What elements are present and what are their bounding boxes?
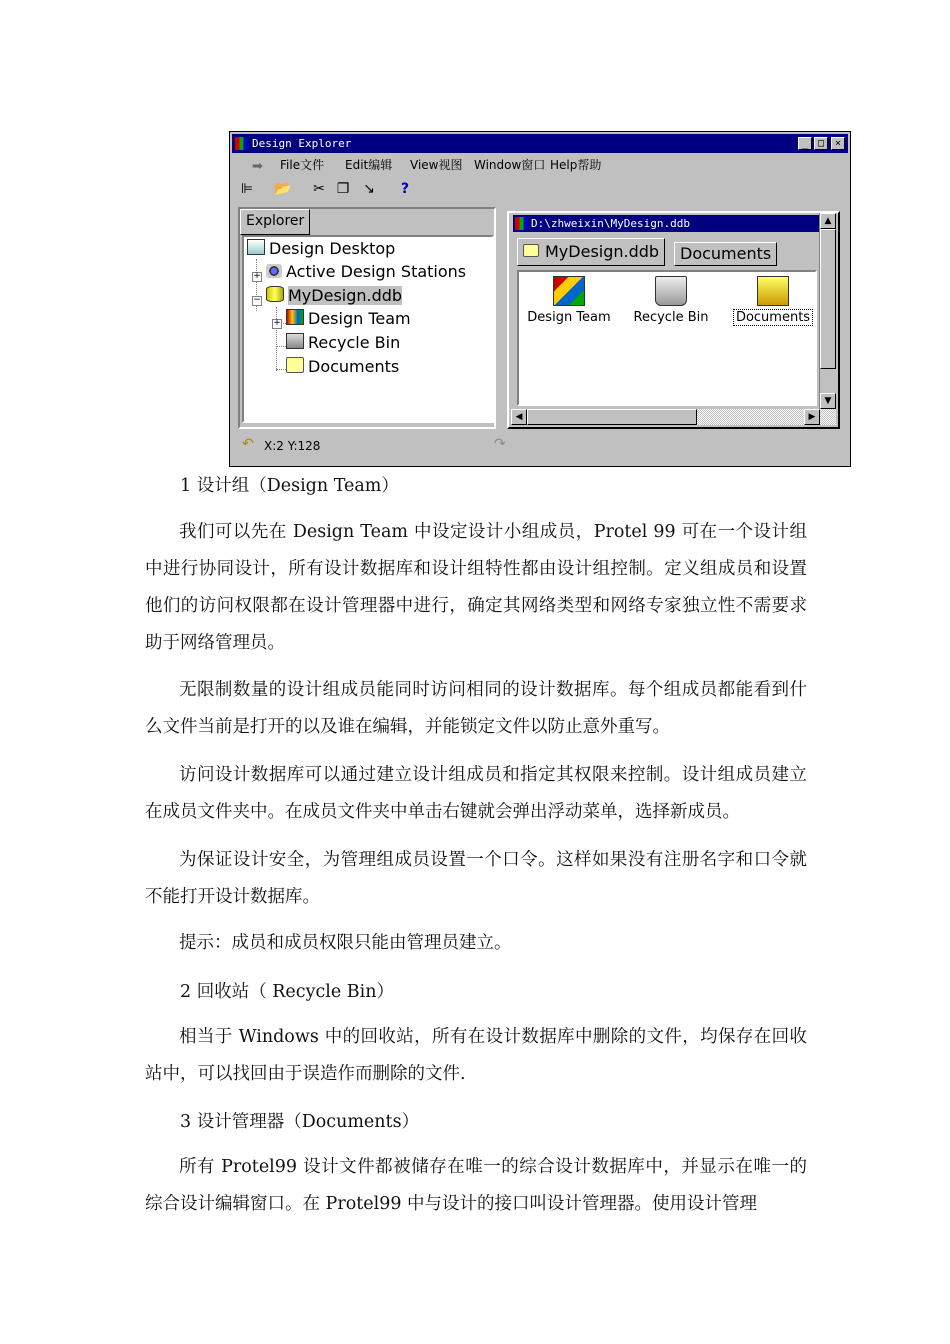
recycle-bin-icon bbox=[286, 333, 304, 349]
tree-item-design-team[interactable]: Design Team bbox=[286, 308, 411, 330]
paragraph-password: 为保证设计安全，为管理组成员设置一个口令。这样如果没有注册名字和口令就不能打开设计数据库。 bbox=[145, 850, 807, 907]
design-explorer-window bbox=[229, 131, 851, 467]
document-window-title-bar[interactable] bbox=[513, 215, 820, 232]
document-path: D:\zhweixin\MyDesign.ddb bbox=[531, 217, 690, 230]
tab-folder-icon bbox=[523, 244, 539, 257]
vertical-scroll-thumb[interactable] bbox=[820, 229, 836, 369]
menu-window[interactable]: Window窗口 bbox=[474, 158, 546, 172]
scroll-down-button[interactable]: ▼ bbox=[820, 393, 836, 409]
tab-mydesign-ddb[interactable]: MyDesign.ddb bbox=[517, 238, 665, 266]
desktop-icon bbox=[247, 239, 265, 255]
title-bar[interactable] bbox=[232, 134, 848, 153]
tab-documents[interactable]: Documents bbox=[674, 242, 777, 266]
copy-icon[interactable]: ❐ bbox=[336, 181, 350, 197]
horizontal-scroll-thumb[interactable] bbox=[527, 409, 697, 425]
caption-recycle-bin: 2 回收站（ Recycle Bin） bbox=[180, 982, 395, 1002]
icon-recycle-bin[interactable]: Recycle Bin bbox=[621, 276, 721, 325]
minimize-button[interactable]: _ bbox=[798, 137, 812, 150]
menu-arrow-icon[interactable]: ➡ bbox=[252, 159, 263, 174]
tree-item-recycle-bin[interactable]: Recycle Bin bbox=[286, 332, 400, 354]
collapse-mydesign-toggle[interactable]: − bbox=[253, 295, 261, 305]
cut-icon[interactable]: ✂ bbox=[313, 181, 325, 197]
stations-icon bbox=[266, 264, 282, 278]
menu-file[interactable]: File文件 bbox=[280, 158, 325, 172]
menu-edit[interactable]: Edit编辑 bbox=[345, 158, 393, 172]
cursor-coordinates: X:2 Y:128 bbox=[264, 439, 321, 453]
paragraph-documents: 所有 Protel99 设计文件都被储存在唯一的综合设计数据库中，并显示在唯一的综合设计编辑窗口。在 Protel99 中与设计的接口叫设计管理器。使用设计管理 bbox=[145, 1157, 807, 1214]
window-title: Design Explorer bbox=[252, 137, 352, 150]
expand-team-toggle[interactable]: + bbox=[273, 318, 281, 328]
horizontal-scrollbar[interactable] bbox=[511, 409, 836, 425]
scroll-left-button[interactable]: ◀ bbox=[511, 409, 527, 425]
app-icon bbox=[235, 137, 248, 150]
explorer-toggle-icon[interactable]: ⊫ bbox=[240, 181, 254, 197]
paragraph-tip: 提示：成员和成员权限只能由管理员建立。 bbox=[179, 933, 512, 953]
paragraph-member-permissions: 访问设计数据库可以通过建立设计组成员和指定其权限来控制。设计组成员建立在成员文件夹中。在成员文件夹中单击右键就会弹出浮动菜单，选择新成员。 bbox=[145, 765, 807, 822]
explorer-tree bbox=[242, 235, 494, 423]
expand-stations-toggle[interactable]: + bbox=[253, 271, 261, 281]
tab-explorer[interactable]: Explorer bbox=[240, 209, 310, 235]
paragraph-concurrent-access: 无限制数量的设计组成员能同时访问相同的设计数据库。每个组成员都能看到什么文件当前是打开的以及谁在编辑，并能锁定文件以防止意外重写。 bbox=[145, 680, 807, 737]
status-forward-icon: ↷ bbox=[494, 436, 506, 452]
icon-design-team[interactable]: Design Team bbox=[519, 276, 619, 325]
status-back-icon: ↶ bbox=[242, 436, 254, 452]
paragraph-recycle-bin: 相当于 Windows 中的回收站，所有在设计数据库中删除的文件，均保存在回收站中，可以找回由于误造作而删除的文件. bbox=[145, 1027, 807, 1084]
documents-folder-icon bbox=[757, 276, 789, 306]
tree-item-active-design-stations[interactable]: Active Design Stations bbox=[266, 261, 466, 283]
scroll-up-button[interactable]: ▲ bbox=[820, 213, 836, 229]
icon-documents[interactable]: Documents bbox=[723, 276, 823, 325]
open-folder-icon[interactable]: 📂 bbox=[274, 181, 292, 197]
scroll-right-button[interactable]: ▶ bbox=[804, 409, 820, 425]
folder-icon bbox=[286, 357, 304, 373]
vertical-scrollbar[interactable] bbox=[819, 213, 836, 409]
recycle-bin-large-icon bbox=[655, 276, 687, 306]
document-window bbox=[507, 211, 840, 429]
document-icons-pane bbox=[517, 270, 817, 406]
help-icon[interactable]: ? bbox=[400, 181, 410, 197]
tree-item-documents[interactable]: Documents bbox=[286, 356, 399, 378]
menu-help[interactable]: Help帮助 bbox=[550, 158, 602, 172]
caption-design-team: 1 设计组（Design Team） bbox=[180, 476, 399, 496]
paragraph-design-team: 我们可以先在 Design Team 中设定设计小组成员，Protel 99 可在一个设计组中进行协同设计，所有设计数据库和设计组特性都由设计组控制。定义组成员和设置他们的访问权限都在设计管理器中进行，确定其网络类型和网络专家独立性不需要求助于网络管理员。 bbox=[145, 522, 807, 653]
menu-view[interactable]: View视图 bbox=[410, 158, 463, 172]
paste-icon[interactable]: ↘ bbox=[363, 181, 375, 197]
team-icon bbox=[286, 309, 304, 325]
database-icon bbox=[266, 286, 284, 302]
caption-documents: 3 设计管理器（Documents） bbox=[180, 1112, 420, 1132]
close-button[interactable]: × bbox=[831, 137, 845, 150]
team-folder-icon bbox=[553, 276, 585, 306]
tree-item-design-desktop[interactable]: Design Desktop bbox=[247, 238, 395, 260]
maximize-button[interactable]: □ bbox=[814, 137, 828, 150]
document-app-icon bbox=[515, 217, 528, 230]
tree-item-mydesign-ddb[interactable]: MyDesign.ddb bbox=[266, 285, 402, 307]
